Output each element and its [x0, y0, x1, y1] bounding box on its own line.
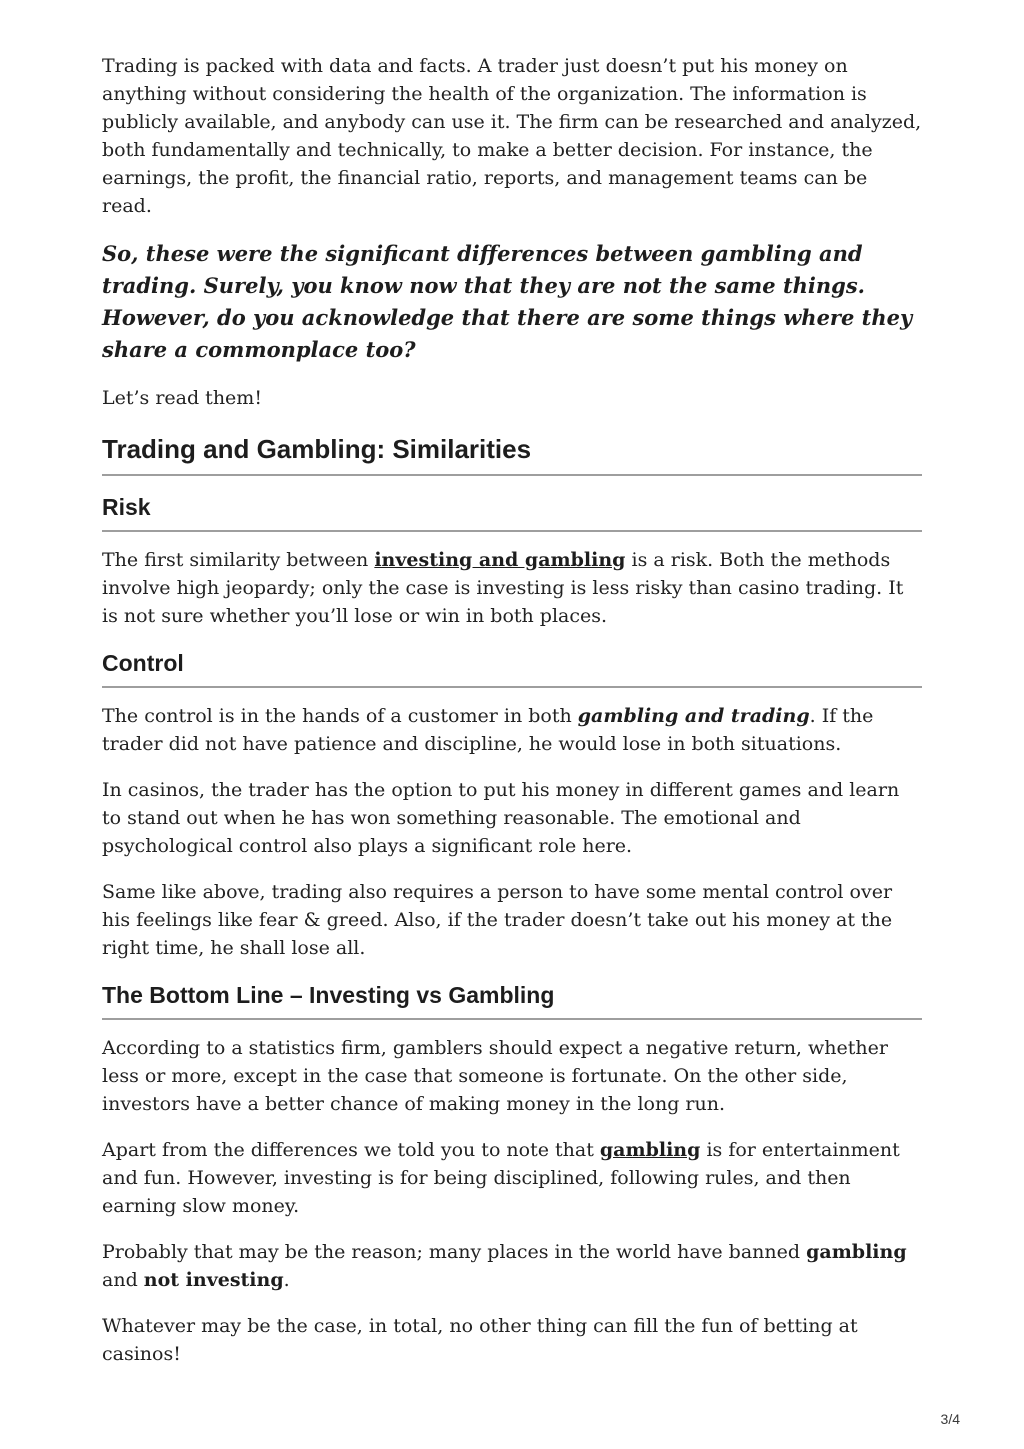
bottom-line-p3-after: . — [283, 1269, 290, 1291]
bottom-line-heading: The Bottom Line – Investing vs Gambling — [102, 980, 922, 1020]
control-paragraph-2: In casinos, the trader has the option to put his money in different games and learn to stand out when he has won something reasonable. The emotional and psychological control also plays a significant role here. — [102, 779, 900, 857]
gambling-bold-text: gambling — [806, 1241, 907, 1263]
bottom-line-p3-before: Probably that may be the reason; many places in the world have banned — [102, 1241, 807, 1263]
risk-heading: Risk — [102, 492, 922, 532]
bottom-line-p2-after: is for entertainment and fun. However, investing is for being disciplined, following rules, and then earning slow money. — [102, 1139, 900, 1217]
similarities-heading: Trading and Gambling: Similarities — [102, 432, 922, 476]
bottom-line-p2-before: Apart from the differences we told you to note that — [102, 1139, 600, 1161]
gambling-and-trading-emphasis: gambling and trading — [577, 705, 810, 727]
bottom-line-p3-mid: and — [102, 1269, 144, 1291]
closing-paragraph: Whatever may be the case, in total, no other thing can fill the fun of betting at casinos! — [102, 1315, 858, 1365]
gambling-link[interactable]: gambling — [599, 1139, 701, 1161]
risk-text-before: The first similarity between — [102, 549, 375, 571]
intro-paragraph: Trading is packed with data and facts. A trader just doesn’t put his money on anything without considering the health of the organization. The information is publicly available, and anybody can use it. The firm can be researched and analyzed, both fundamentally and technically, to make a better decision. For instance, the earnings, the profit, the financial ratio, reports, and management teams can be read. — [102, 55, 922, 217]
bottom-line-paragraph-1: According to a statistics firm, gamblers should expect a negative return, whether less or more, except in the case that someone is fortunate. On the other side, investors have a better chance of making money in the long run. — [102, 1037, 888, 1115]
control-paragraph-1 — [102, 702, 922, 758]
bottom-line-paragraph-3 — [102, 1238, 922, 1294]
article-content — [102, 0, 922, 1368]
lets-read-paragraph: Let’s read them! — [102, 387, 262, 409]
page-number: 3/4 — [940, 1411, 960, 1427]
control-paragraph-3: Same like above, trading also requires a person to have some mental control over his feelings like fear & greed. Also, if the trader doesn’t take out his money at the right time, he shall lose all. — [102, 881, 893, 959]
control-text-after: . If the trader did not have patience and discipline, he would lose in both situations. — [102, 705, 874, 755]
risk-text-after: is a risk. Both the methods involve high jeopardy; only the case is investing is less risky than casino trading. It is not sure whether you’ll lose or win in both places. — [102, 549, 904, 627]
control-text-before: The control is in the hands of a customer in both — [102, 705, 578, 727]
not-investing-bold-text: not investing — [143, 1269, 284, 1291]
risk-paragraph — [102, 546, 922, 630]
bottom-line-paragraph-2 — [102, 1136, 922, 1220]
emphasis-paragraph: So, these were the significant differences between gambling and trading. Surely, you know now that they are not the same things. However, do you acknowledge that there are some things where they share a commonplace too? — [102, 241, 913, 362]
investing-and-gambling-link[interactable]: investing and gambling — [374, 549, 626, 571]
control-heading: Control — [102, 648, 922, 688]
